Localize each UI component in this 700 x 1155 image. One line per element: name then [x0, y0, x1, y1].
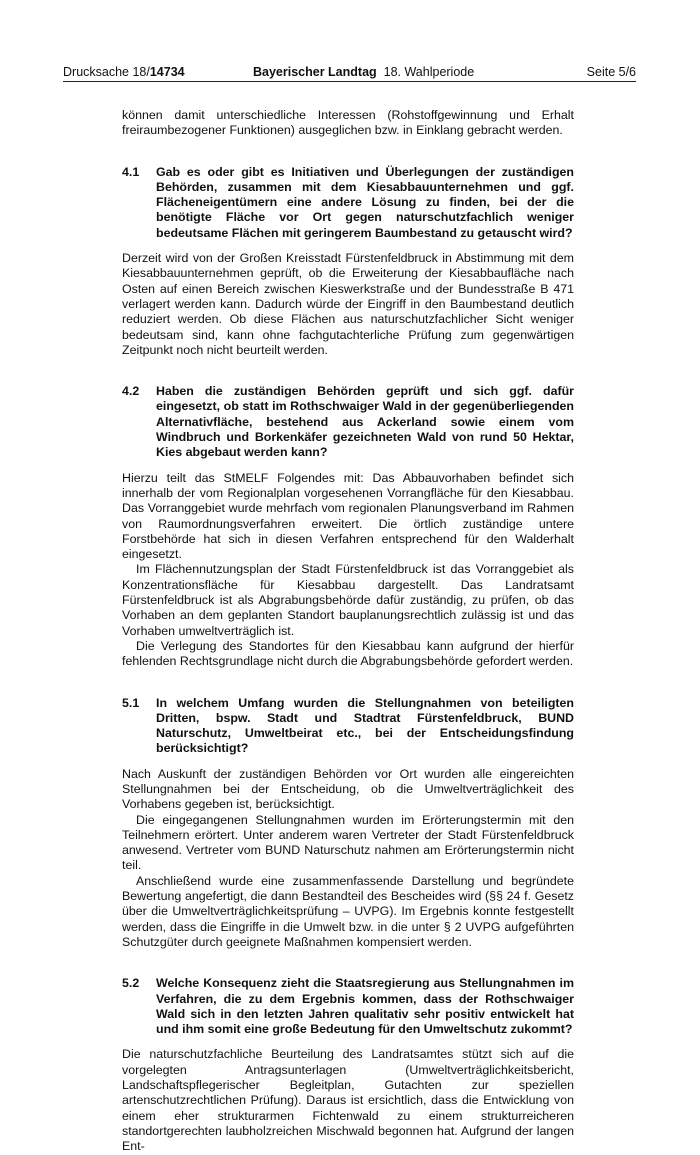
question	[122, 696, 574, 757]
drucksache-number: 14734	[149, 65, 185, 79]
question-text: Haben die zuständigen Behörden geprüft und sich ggf. dafür eingesetzt, ob statt im Rothschwaiger Wald in der gegenüberliegenden Alternativfläche, bestehend aus Ackerland sowie einem vom Windbruch und Borkenkäfer gezeichneten Wald von rund 50 Hektar, Kies abgebaut werden kann?	[156, 384, 574, 460]
parliament-name: Bayerischer Landtag 18. Wahlperiode	[253, 65, 475, 79]
answer-paragraph: Die eingegangenen Stellungnahmen wurden im Erörterungstermin mit den Teilnehmern erörtert. Unter anderem waren Vertreter der Stadt Fürstenfeldbruck anwesend. Vertreter vom BUND Naturschutz nahmen am Erörterungstermin nicht teil.	[122, 812, 574, 873]
answer-paragraph: Die naturschutzfachliche Beurteilung des Landratsamtes stützt sich auf die vorgelegten Antragsunterlagen (Umweltverträglichkeitsbericht, Landschaftspflegerischer Begleitplan, Gutachten zur speziellen artenschutzrechtlichen Prüfung). Daraus ist ersichtlich, dass die Entwicklung von einem eher strukturarmen Fichtenwald zu einem strukturreicheren standortgerechten laubholzreichen Mischwald begonnen hat. Aufgrund der langen Ent-	[122, 1047, 574, 1154]
question	[122, 384, 574, 460]
answer-paragraph: Im Flächennutzungsplan der Stadt Fürstenfeldbruck ist das Vorranggebiet als Konzentrationsfläche für Kiesabbau dargestellt. Das Landratsamt Fürstenfeldbruck ist als Abgrabungsbehörde dafür zuständig, zu prüfen, ob das Vorhaben an dem geplanten Standort bauplanungsrechtlich zulässig ist und das Vorhaben umweltverträglich ist.	[122, 562, 574, 638]
answer-paragraph: Nach Auskunft der zuständigen Behörden vor Ort wurden alle eingereichten Stellungnahmen bei der Entscheidung, ob die Umweltverträglichkeit des Vorhabens gegeben ist, berücksichtigt.	[122, 766, 574, 812]
document-body	[122, 108, 574, 1155]
section-5-2	[122, 976, 574, 1154]
question-text: In welchem Umfang wurden die Stellungnahmen von beteiligten Dritten, bspw. Stadt und Stadtrat Fürstenfeldbruck, BUND Naturschutz, Umweltbeirat etc., bei der Entscheidungsfindung berücksichtigt?	[156, 695, 574, 756]
intro-paragraph: können damit unterschiedliche Interessen (Rohstoffgewinnung und Erhalt freiraumbezogener Funktionen) ausgeglichen bzw. in Einklang gebracht werden.	[122, 108, 574, 138]
question-number: 4.2	[122, 384, 140, 399]
election-period: 18. Wahlperiode	[383, 65, 475, 79]
question-number: 4.1	[122, 164, 140, 179]
section-4-1	[122, 165, 574, 359]
answer-paragraph: Hierzu teilt das StMELF Folgendes mit: Das Abbauvorhaben befindet sich innerhalb der vom Regionalplan vorgesehenen Vorrangfläche für den Kiesabbau. Das Vorranggebiet wurde mehrfach vom regionalen Planungsverband im Rahmen von Raumordnungsverfahren erweitert. Die örtlich zuständige untere Forstbehörde hat sich in diesen Verfahren entsprechend für den Walderhalt eingesetzt.	[122, 470, 574, 562]
answer-paragraph: Anschließend wurde eine zusammenfassende Darstellung und begründete Bewertung angefertigt, die dann Bestandteil des Bescheides wird (§§ 24 f. Gesetz über die Umweltverträglichkeitsprüfung – UVPG). Im Ergebnis konnte festgestellt werden, dass die Eingriffe in die Umwelt bzw. in die unter § 2 UVPG aufgeführten Schutzgüter durch geeignete Maßnahmen kompensiert werden.	[122, 873, 574, 949]
page-header	[63, 63, 636, 82]
answer-paragraph: Derzeit wird von der Großen Kreisstadt Fürstenfeldbruck in Abstimmung mit dem Kiesabbauunternehmen geprüft, ob die Erweiterung der Kiesabbaufläche nach Osten auf einen Bereich zwischen Kieswerkstraße und der Bundesstraße B 471 verlagert werden kann. Dadurch würde der Eingriff in den Baumbestand deutlich reduziert werden. Ob diese Flächen aus naturschutzfachlicher Sicht weniger bedeutsam sind, kann ohne fachgutachterliche Prüfung zum gegenwärtigen Zeitpunkt noch nicht beurteilt werden.	[122, 251, 574, 357]
drucksache-reference: Drucksache 18/14734	[63, 65, 185, 79]
question-number: 5.2	[122, 976, 140, 991]
question	[122, 976, 574, 1037]
question-number: 5.1	[122, 695, 140, 710]
answer-paragraph: Die Verlegung des Standortes für den Kiesabbau kann aufgrund der hierfür fehlenden Rechtsgrundlage nicht durch die Abgrabungsbehörde gefordert werden.	[122, 638, 574, 669]
question-text: Gab es oder gibt es Initiativen und Überlegungen der zuständigen Behörden, zusammen mit dem Kiesabbauunternehmen und ggf. Flächeneigentümern eine andere Lösung zu finden, bei der die benötigte Fläche vor Ort gegen naturschutzfachlich weniger bedeutsame Flächen mit geringerem Baumbestand zu getauscht wird?	[156, 164, 574, 240]
question	[122, 165, 574, 241]
section-4-2	[122, 384, 574, 669]
question-text: Welche Konsequenz zieht die Staatsregierung aus Stellungnahmen im Verfahren, die zu dem Ergebnis kommen, dass der Rothschwaiger Wald sich in den letzten Jahren qualitativ sehr positiv entwickelt hat und ihm somit eine große Bedeutung für den Umweltschutz zukommt?	[156, 976, 574, 1037]
page-number: Seite 5/6	[586, 65, 636, 79]
section-5-1	[122, 696, 574, 951]
